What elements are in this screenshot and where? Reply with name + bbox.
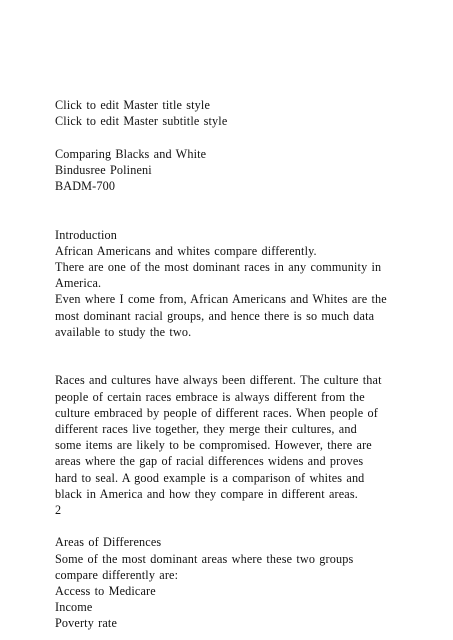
areas-heading: Areas of Differences xyxy=(55,535,162,550)
paragraph-line: Races and cultures have always been different. The culture that xyxy=(55,373,382,388)
list-item: Poverty rate xyxy=(55,616,118,631)
paragraph-line: people of certain races embrace is always different from the xyxy=(55,389,365,404)
list-item: Income xyxy=(55,600,93,615)
list-item: Access to Medicare xyxy=(55,584,156,599)
master-subtitle-placeholder: Click to edit Master subtitle style xyxy=(55,114,228,129)
course-code: BADM-700 xyxy=(55,179,116,193)
paragraph-line: most dominant racial groups, and hence there is so much data xyxy=(55,308,375,323)
master-title-placeholder: Click to edit Master title style xyxy=(55,98,211,112)
paragraph-line: areas where the gap of racial differences widens and proves xyxy=(55,454,364,469)
page-number: 2 xyxy=(55,503,62,518)
paragraph-line: some items are likely to be compromised. However, there are xyxy=(55,438,372,453)
paragraph-line: Even where I come from, African Americans and Whites are the xyxy=(55,292,387,307)
paragraph-line: black in America and how they compare in different areas. xyxy=(55,486,358,501)
author-name: Bindusree Polineni xyxy=(55,162,152,177)
paragraph-line: African Americans and whites compare differently. xyxy=(55,243,317,258)
paragraph-line: America. xyxy=(55,276,102,291)
introduction-heading: Introduction xyxy=(55,227,118,242)
paragraph-line: compare differently are: xyxy=(55,567,179,582)
paragraph-line: available to study the two. xyxy=(55,324,192,339)
document-title: Comparing Blacks and White xyxy=(55,146,207,161)
paragraph-line: culture embraced by people of different races. When people of xyxy=(55,405,378,420)
paragraph-line: different races live together, they merge their cultures, and xyxy=(55,422,357,437)
document-body xyxy=(55,97,405,632)
paragraph-line: hard to seal. A good example is a comparison of whites and xyxy=(55,470,365,485)
paragraph-line: Some of the most dominant areas where these two groups xyxy=(55,551,354,566)
paragraph-line: There are one of the most dominant races in any community in xyxy=(55,260,382,274)
